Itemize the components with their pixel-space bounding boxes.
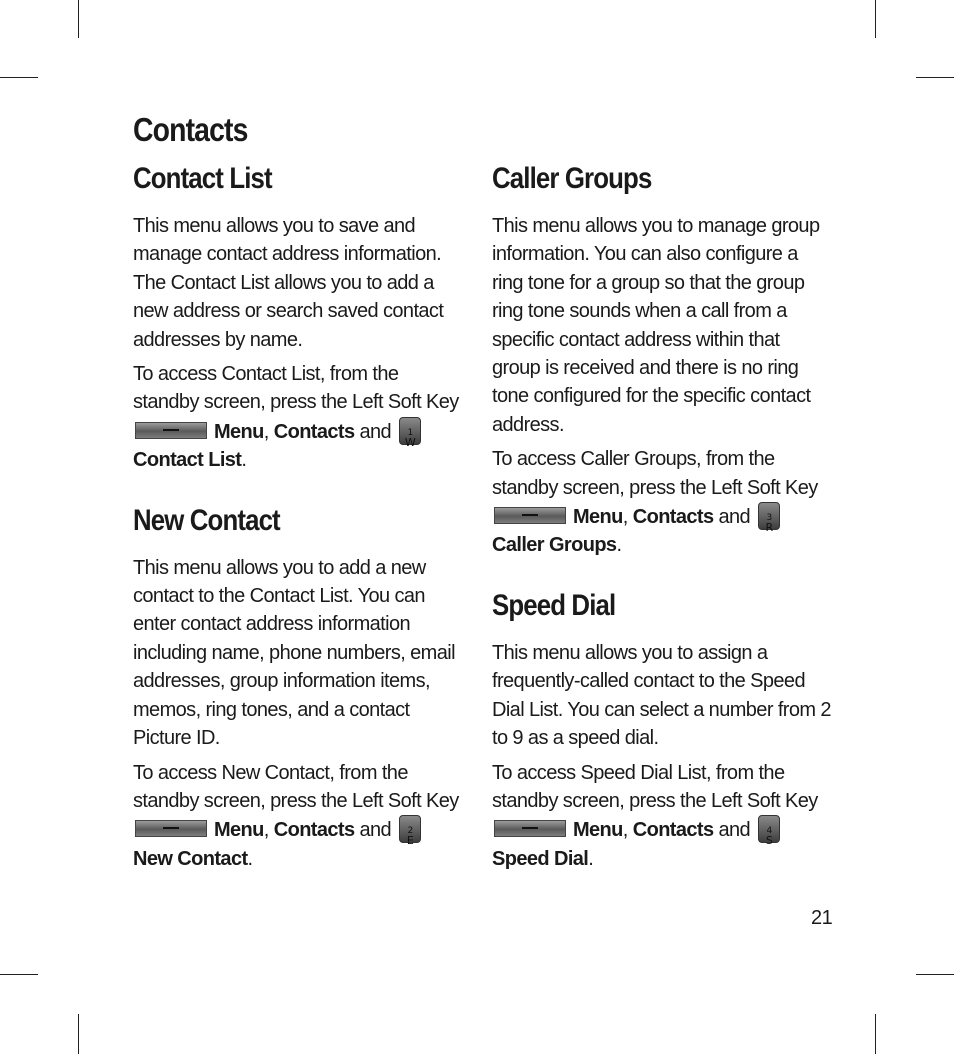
access-instructions — [492, 759, 832, 874]
section-new-contact — [133, 500, 468, 873]
access-text: To access New Contact, from the standby screen, press the Left Soft Key — [133, 761, 459, 812]
key-digit: 3 — [766, 513, 772, 524]
key-letter: E — [406, 834, 414, 848]
separator: , — [622, 819, 628, 842]
page-number: 21 — [811, 907, 833, 929]
and-text: and — [718, 506, 751, 529]
key-digit: 4 — [766, 826, 772, 837]
key-4-icon — [758, 815, 780, 848]
section-title: Contact List — [133, 162, 272, 195]
access-instructions — [133, 759, 468, 874]
access-text: To access Speed Dial List, from the standby screen, press the Left Soft Key — [492, 761, 818, 812]
separator: , — [622, 506, 628, 529]
section-description: This menu allows you to manage group information. You can also configure a ring tone for a group so that the group ring tone sounds when a call from a specific contact address within that group is received and there is no ring tone configured for the specific contact address. — [492, 215, 820, 436]
access-instructions — [492, 445, 832, 560]
section-description: This menu allows you to add a new contact to the Contact List. You can enter contact address information including name, phone numbers, email addresses, group information items, memos, ring tones, and a contact Picture ID. — [133, 556, 455, 750]
and-text: and — [359, 420, 392, 443]
section-description: This menu allows you to assign a frequently-called contact to the Speed Dial List. You can select a number from 2 to 9 as a speed dial. — [492, 641, 831, 750]
left-soft-key-icon — [135, 820, 207, 837]
section-speed-dial — [492, 585, 832, 873]
crop-mark — [916, 974, 954, 975]
left-soft-key-icon — [135, 422, 207, 439]
key-letter: W — [404, 435, 416, 449]
menu-label: Menu — [572, 506, 623, 529]
key-3-icon — [758, 502, 780, 535]
crop-mark — [0, 974, 38, 975]
section-title: Caller Groups — [492, 162, 652, 195]
and-text: and — [359, 819, 392, 842]
access-text: To access Contact List, from the standby screen, press the Left Soft Key — [133, 363, 459, 414]
section-description: This menu allows you to save and manage contact address information. The Contact List allows you to add a new address or search saved contact addresses by name. — [133, 215, 444, 351]
key-digit: 2 — [407, 826, 413, 837]
section-contact-list — [133, 158, 468, 475]
crop-mark — [0, 77, 38, 78]
contacts-label: Contacts — [273, 819, 355, 842]
period: . — [247, 847, 253, 870]
key-2-icon — [399, 815, 421, 848]
period: . — [241, 449, 247, 472]
target-label: Contact List — [133, 449, 242, 472]
target-label: Caller Groups — [492, 534, 617, 557]
key-letter: S — [765, 834, 773, 848]
separator: , — [263, 420, 269, 443]
key-letter: R — [765, 521, 773, 535]
menu-label: Menu — [213, 819, 264, 842]
left-soft-key-icon — [494, 820, 566, 837]
crop-mark — [78, 1014, 79, 1054]
crop-mark — [916, 77, 954, 78]
key-1-icon — [399, 417, 421, 449]
period: . — [616, 534, 622, 557]
right-column — [492, 158, 832, 898]
crop-mark — [875, 0, 876, 38]
section-caller-groups — [492, 158, 832, 560]
page-title: Contacts — [133, 111, 248, 148]
section-title: Speed Dial — [492, 588, 616, 622]
left-column — [133, 158, 468, 898]
contacts-label: Contacts — [273, 420, 355, 443]
access-instructions — [133, 360, 468, 475]
target-label: Speed Dial — [492, 847, 589, 870]
access-text: To access Caller Groups, from the standby screen, press the Left Soft Key — [492, 448, 818, 499]
section-title: New Contact — [133, 503, 280, 537]
contacts-label: Contacts — [632, 506, 714, 529]
period: . — [588, 847, 594, 870]
and-text: and — [718, 819, 751, 842]
key-digit: 1 — [407, 427, 413, 438]
menu-label: Menu — [213, 420, 264, 443]
left-soft-key-icon — [494, 507, 566, 524]
contacts-label: Contacts — [632, 819, 714, 842]
crop-mark — [875, 1014, 876, 1054]
target-label: New Contact — [133, 847, 248, 870]
separator: , — [263, 819, 269, 842]
crop-mark — [78, 0, 79, 38]
menu-label: Menu — [572, 819, 623, 842]
